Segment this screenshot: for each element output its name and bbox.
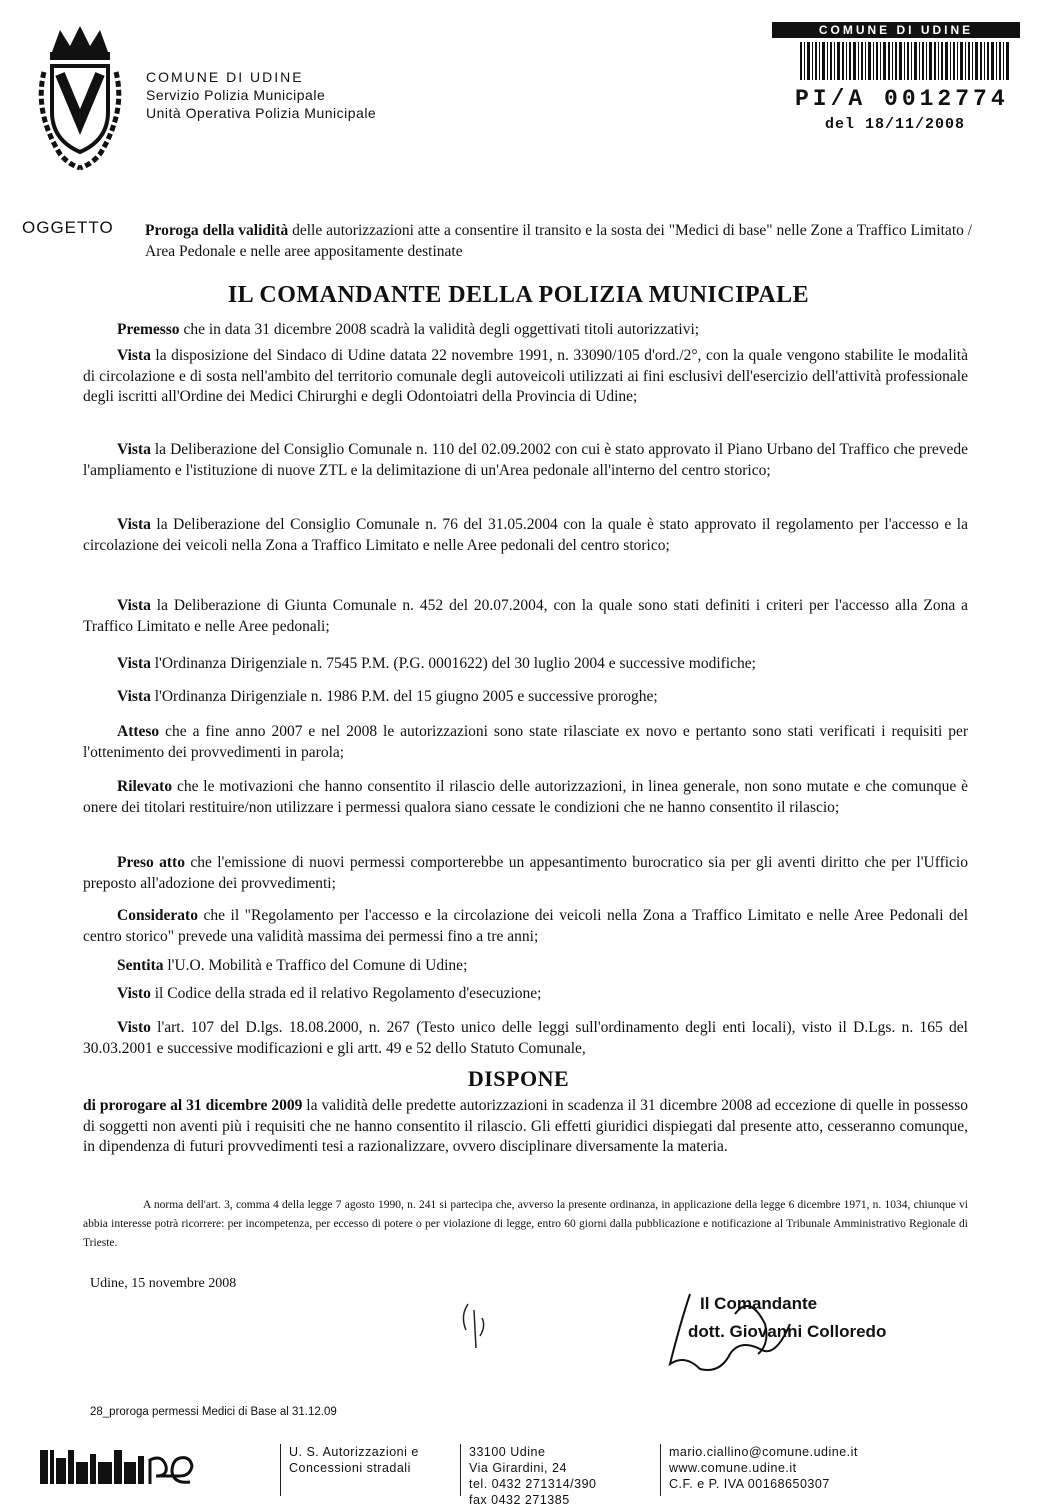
place-date: Udine, 15 novembre 2008: [90, 1276, 237, 1291]
issuer-block: [146, 68, 376, 122]
issuer-line: COMUNE DI UDINE: [146, 69, 304, 85]
barcode: [800, 42, 1010, 80]
paragraph-body: la Deliberazione del Consiglio Comunale n. 76 del 31.05.2004 con la quale è stato approvato il regolamento per l'accesso e la circolazione dei veicoli nella Zona a Traffico Limitato e nelle Aree pedonali del centro storico;: [83, 516, 968, 554]
paragraph-body: che il "Regolamento per l'accesso e la circolazione dei veicoli nella Zona a Traffico Limitato e nelle Aree Pedonali del centro storico" prevede una validità massima dei permessi fino a tre anni;: [83, 907, 968, 945]
paragraph-body: l'art. 107 del D.lgs. 18.08.2000, n. 267 (Testo unico delle leggi sull'ordinamento degli enti locali), visto il D.Lgs. n. 165 del 30.03.2001 e successive modificazioni e gli artt. 49 e 52 dello Statuto Comunale,: [83, 1019, 968, 1057]
subject-text: [145, 220, 975, 262]
paragraph-lead: Vista: [117, 597, 151, 614]
city-crest-logo: [30, 22, 130, 172]
dispone-body: la validità delle predette autorizzazioni in scadenza il 31 dicembre 2008 ad eccezione di quelle in possesso di soggetti non aventi più i requisiti che ne hanno consentito il rilascio. Gli effetti giuridici dispiegati dal presente atto, cesseranno comunque, in dipendenza di futuri provvedimenti tesi a razionalizzare, ovvero disciplinare diversamente la materia.: [83, 1097, 968, 1155]
subject-lead: Proroga della validità: [145, 222, 289, 239]
paragraph-lead: Preso atto: [117, 854, 185, 871]
paragraph-body: che in data 31 dicembre 2008 scadrà la validità degli oggettivati titoli autorizzativi;: [179, 321, 700, 338]
legal-note-text: A norma dell'art. 3, comma 4 della legge 7 agosto 1990, n. 241 si partecipa che, avverso la presente ordinanza, in applicazione della legge 6 dicembre 1971, n. 1034, chiunque vi abbia interesse potrà ricorrere: per incompetenza, per eccesso di potere o per violazione di legge, entro 60 giorni dalla pubblicazione e notificazione al Tribunale Amministrativo Regionale di Trieste.: [83, 1199, 968, 1249]
footer-address-line: 33100 Udine: [469, 1445, 546, 1459]
subject-label: OGGETTO: [22, 218, 114, 237]
paragraph-lead: Visto: [117, 985, 151, 1002]
preamble-paragraph: [83, 1018, 968, 1059]
preamble-paragraph: [83, 956, 968, 977]
preamble-paragraph: [83, 346, 968, 408]
subject-body: delle autorizzazioni atte a consentire il transito e la sosta dei "Medici di base" nelle Zone a Traffico Limitato / Area Pedonale e nelle aree appositamente destinate: [145, 222, 973, 260]
preamble-paragraph: [83, 984, 968, 1005]
dispone-lead: di prorogare al 31 dicembre 2009: [83, 1097, 303, 1114]
paragraph-lead: Considerato: [117, 907, 198, 924]
paragraph-body: l'Ordinanza Dirigenziale n. 7545 P.M. (P.G. 0001622) del 30 luglio 2004 e successive modifiche;: [150, 655, 756, 672]
paragraph-lead: Atteso: [117, 723, 160, 740]
footer-address-line: tel. 0432 271314/390: [469, 1477, 597, 1491]
paragraph-body: il Codice della strada ed il relativo Regolamento d'esecuzione;: [150, 985, 542, 1002]
paragraph-body: che a fine anno 2007 e nel 2008 le autorizzazioni sono state rilasciate ex novo e pertanto sono stati verificati i requisiti per l'ottenimento dei provvedimenti in parola;: [83, 723, 968, 761]
legal-note: [83, 1196, 968, 1253]
paragraph-body: che le motivazioni che hanno consentito il rilascio delle autorizzazioni, in linea generale, non sono mutate e che comunque è onere dei titolari restituire/non utilizzare i permessi qualora siano cessate le condizioni che ne hanno consentito il rilascio;: [83, 778, 968, 816]
signer-name: dott. Giovanni Colloredo: [688, 1322, 887, 1341]
paragraph-lead: Vista: [117, 688, 151, 705]
footer-office-line: Concessioni stradali: [289, 1461, 411, 1475]
paragraph-body: l'U.O. Mobilità e Traffico del Comune di Udine;: [163, 957, 468, 974]
paragraph-body: la Deliberazione del Consiglio Comunale n. 110 del 02.09.2002 con cui è stato approvato il Piano Urbano del Traffico che prevede l'ampliamento e l'istituzione di nuove ZTL e la delimitazione di un'Area pedonale all'interno del centro storico;: [83, 441, 968, 479]
preamble-paragraph: [83, 722, 968, 763]
preamble-paragraph: [83, 440, 968, 481]
footer-website[interactable]: www.comune.udine.it: [669, 1461, 797, 1475]
paragraph-lead: Vista: [117, 655, 151, 672]
paragraph-lead: Premesso: [117, 321, 180, 338]
protocol-date: del 18/11/2008: [825, 116, 966, 133]
paragraph-body: che l'emissione di nuovi permessi comporterebbe un appesantimento burocratico sia per gli aventi diritto che per l'Ufficio preposto all'adozione dei provvedimenti;: [83, 854, 968, 892]
preamble-paragraph: [83, 596, 968, 637]
footer-contacts: [660, 1444, 858, 1496]
paragraph-lead: Vista: [117, 516, 151, 533]
preamble-paragraph: [83, 777, 968, 818]
stamp-label: COMUNE DI UDINE: [772, 22, 1020, 38]
preamble-paragraph: [83, 515, 968, 556]
footer-office: [280, 1444, 419, 1496]
issuer-line: Servizio Polizia Municipale: [146, 87, 326, 103]
footer-email[interactable]: mario.ciallino@comune.udine.it: [669, 1445, 858, 1459]
document-title: IL COMANDANTE DELLA POLIZIA MUNICIPALE: [227, 282, 810, 308]
paragraph-body: l'Ordinanza Dirigenziale n. 1986 P.M. del 15 giugno 2005 e successive proroghe;: [150, 688, 658, 705]
paragraph-lead: Sentita: [117, 957, 164, 974]
signer-title: Il Comandante: [700, 1294, 818, 1313]
footer-address-line: Via Girardini, 24: [469, 1461, 567, 1475]
footer-logo: [40, 1446, 200, 1486]
preamble-paragraph: [83, 906, 968, 947]
initials-mark: [456, 1296, 496, 1356]
paragraph-body: la disposizione del Sindaco di Udine datata 22 novembre 1991, n. 33090/105 d'ord./2°, con la quale vengono stabilite le modalità di circolazione e di sosta nell'ambito del territorio comunale degli autoveicoli utilizzati ai fini esclusivi dell'esercizio dell'attività professionale degli iscritti all'Ordine dei Medici Chirurghi e degli Odontoiatri della Provincia di Udine;: [83, 347, 968, 405]
paragraph-lead: Visto: [117, 1019, 151, 1036]
issuer-line: Unità Operativa Polizia Municipale: [146, 105, 377, 121]
preamble-paragraph: [83, 687, 968, 708]
protocol-number: PI/A 0012774: [795, 86, 1009, 112]
paragraph-lead: Rilevato: [117, 778, 173, 795]
dispone-heading: DISPONE: [467, 1066, 570, 1091]
footer-address: [460, 1444, 597, 1507]
paragraph-lead: Vista: [117, 347, 151, 364]
paragraph-body: la Deliberazione di Giunta Comunale n. 452 del 20.07.2004, con la quale sono stati definiti i criteri per l'accesso alla Zona a Traffico Limitato e nelle Aree pedonali;: [83, 597, 968, 635]
footer-address-line: fax 0432 271385: [469, 1493, 570, 1507]
file-reference: 28_proroga permessi Medici di Base al 31.12.09: [90, 1406, 337, 1418]
preamble-paragraph: [83, 320, 968, 341]
footer-tax-id: C.F. e P. IVA 00168650307: [669, 1477, 830, 1491]
preamble-paragraph: [83, 654, 968, 675]
dispone-text: [83, 1096, 968, 1158]
preamble-paragraph: [83, 853, 968, 894]
footer-office-line: U. S. Autorizzazioni e: [289, 1445, 419, 1459]
paragraph-lead: Vista: [117, 441, 151, 458]
